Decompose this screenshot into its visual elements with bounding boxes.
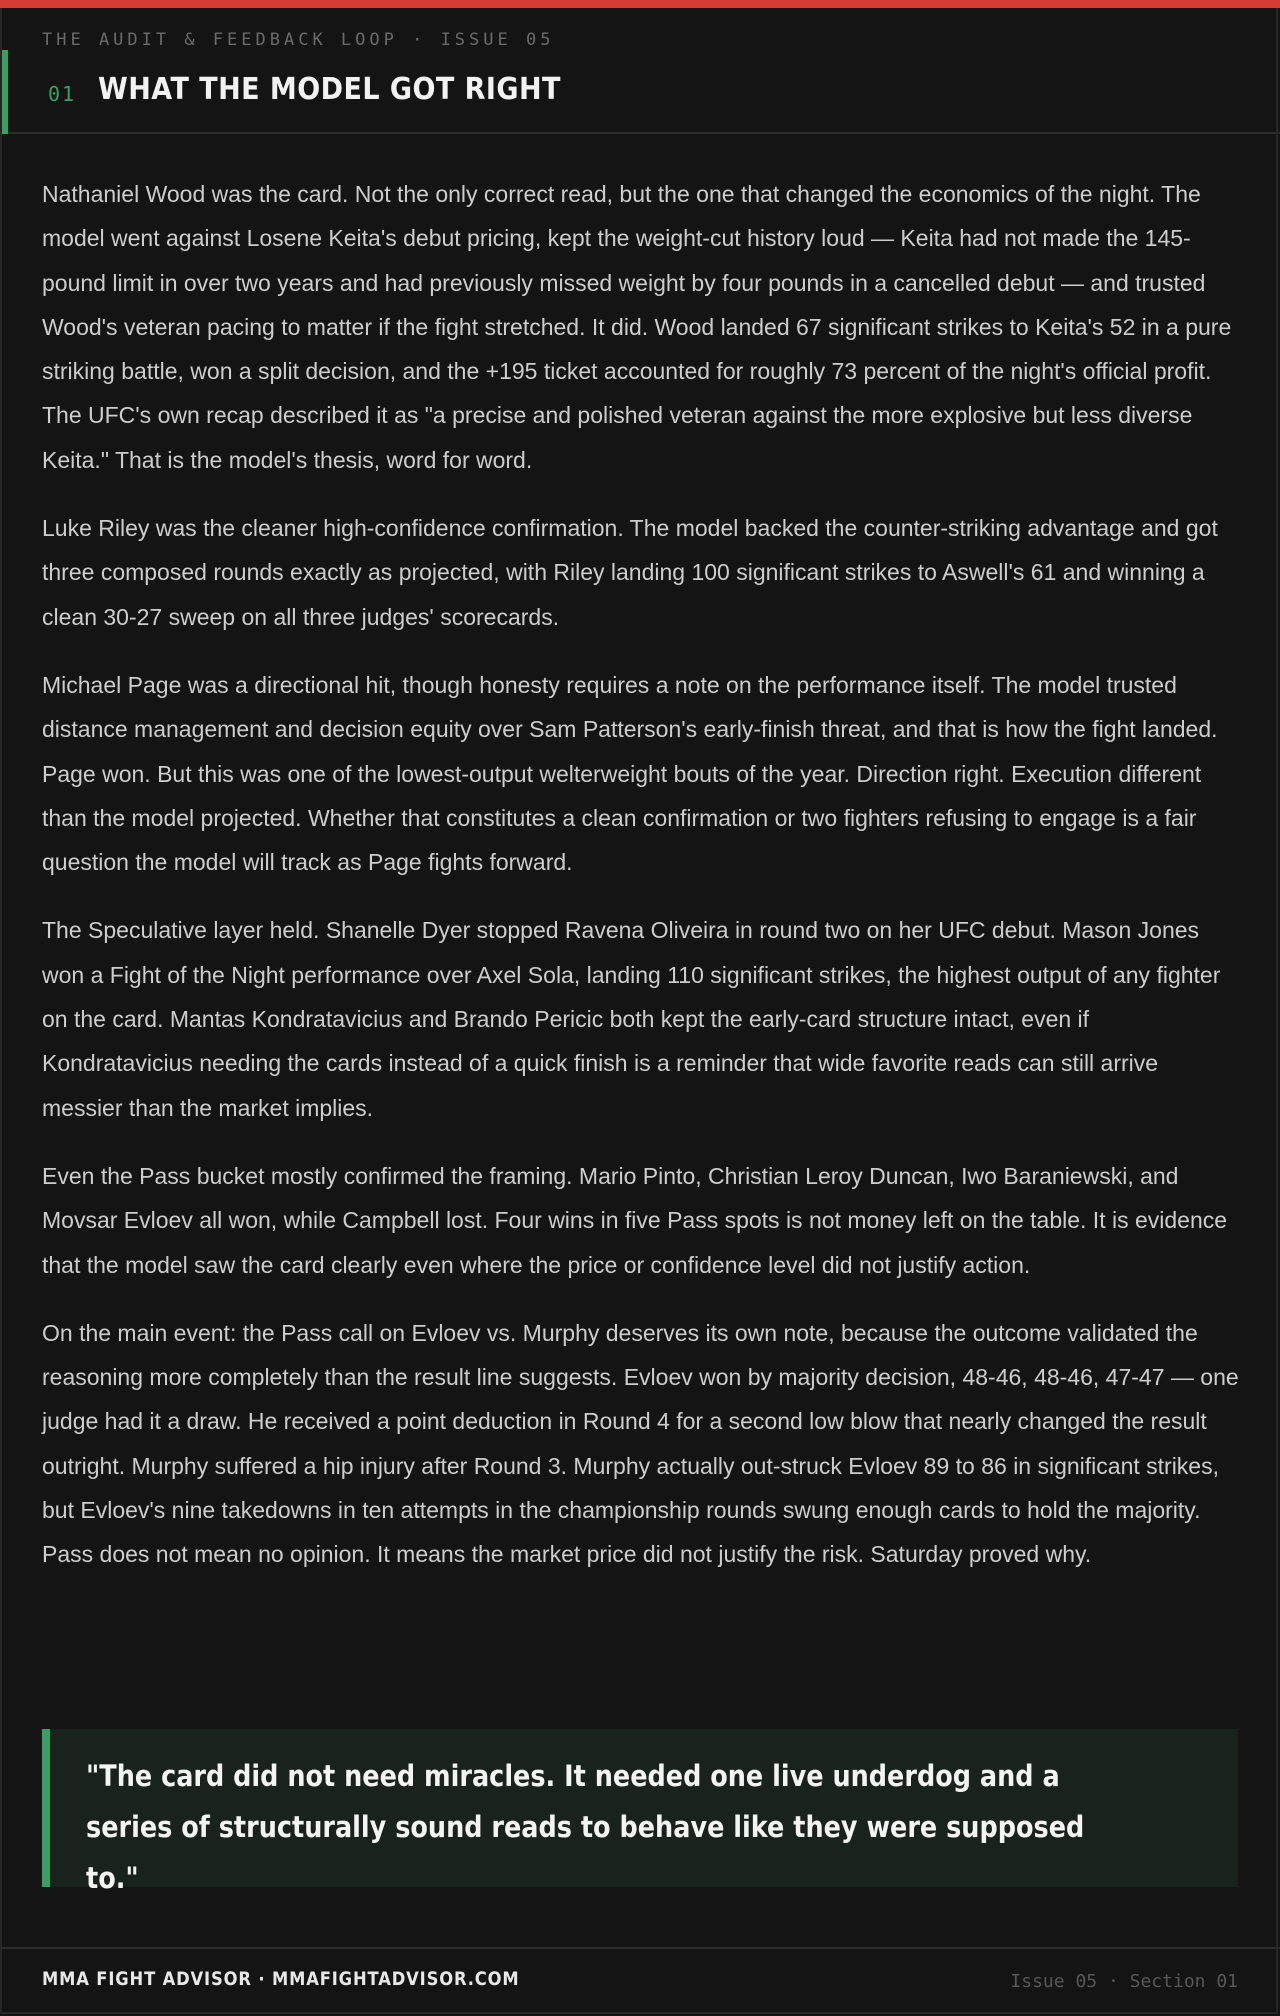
paragraph-riley: Luke Riley was the cleaner high-confidence confirmation. The model backed the counter-striking advantage and got three composed rounds exactly as projected, with Riley landing 100 significant strikes to Aswell's 61 and winning a clean 30-27 sweep on all three judges' scorecards. [42,515,1218,630]
section-title: WHAT THE MODEL GOT RIGHT [98,72,561,107]
footer-brand: MMA FIGHT ADVISOR · MMAFIGHTADVISOR.COM [42,1968,520,1990]
footer-divider [0,1947,1280,1949]
paragraph-main-event: On the main event: the Pass call on Evloev vs. Murphy deserves its own note, because the outcome validated the reasoning more completely than the result line suggests. Evloev won by majority decision, 48-46, 48-46, 47-47 — one judge had it a draw. He received a point deduction in Round 4 for a second low blow that nearly changed the result outright. Murphy suffered a hip injury after Round 3. Murphy actually out-struck Evloev 89 to 86 in significant strikes, but Evloev's nine takedowns in ten attempts in the championship rounds swung enough cards to hold the majority. Pass does not mean no opinion. It means the market price did not justify the risk. Saturday proved why. [42,1319,1239,1568]
issue-eyebrow: THE AUDIT & FEEDBACK LOOP · ISSUE 05 [42,30,555,50]
pull-quote-accent-bar [42,1729,50,1887]
paragraph-pass-bucket: Even the Pass bucket mostly confirmed the framing. Mario Pinto, Christian Leroy Duncan, Iwo Baraniewski, and Movsar Evloev all won, while Campbell lost. Four wins in five Pass spots is not money left on the table. It is evidence that the model saw the card clearly even where the price or confidence level did not justify action. [42,1162,1228,1278]
pull-quote-text: "The card did not need miracles. It needed one live underdog and a series of structurally sound reads to behave like they were supposed to." [86,1759,1085,1895]
top-accent-bar [0,0,1280,8]
footer-issue-meta: Issue 05 · Section 01 [1010,1971,1238,1992]
pull-quote [42,1729,1238,1895]
section-header [0,50,1280,134]
paragraph-wood: Nathaniel Wood was the card. Not the only correct read, but the one that changed the economics of the night. The model went against Losene Keita's debut pricing, kept the weight-cut history loud — Keita had not made the 145-pound limit in over two years and had previously missed weight by four pounds in a cancelled debut — and trusted Wood's veteran pacing to matter if the fight stretched. It did. Wood landed 67 significant strikes to Keita's 52 in a pure striking battle, won a split decision, and the +195 ticket accounted for roughly 73 percent of the night's official profit. The UFC's own recap described it as "a precise and polished veteran against the more explosive but less diverse Keita." That is the model's thesis, word for word. [42,181,1232,473]
paragraph-page: Michael Page was a directional hit, though honesty requires a note on the performance itself. The model trusted distance management and decision equity over Sam Patterson's early-finish threat, and that is how the fight landed. Page won. But this was one of the lowest-output welterweight bouts of the year. Direction right. Execution different than the model projected. Whether that constitutes a clean confirmation or two fighters refusing to engage is a fair question the model will track as Page fights forward. [42,671,1218,876]
section-accent-bar [2,50,8,134]
paragraph-speculative: The Speculative layer held. Shanelle Dyer stopped Ravena Oliveira in round two on her UFC debut. Mason Jones won a Fight of the Night performance over Axel Sola, landing 110 significant strikes, the highest output of any fighter on the card. Mantas Kondratavicius and Brando Pericic both kept the early-card structure intact, even if Kondratavicius needing the cards instead of a quick finish is a reminder that wide favorite reads can still arrive messier than the market implies. [42,917,1221,1121]
article-body [42,172,1242,1601]
section-number: 01 [48,82,77,106]
